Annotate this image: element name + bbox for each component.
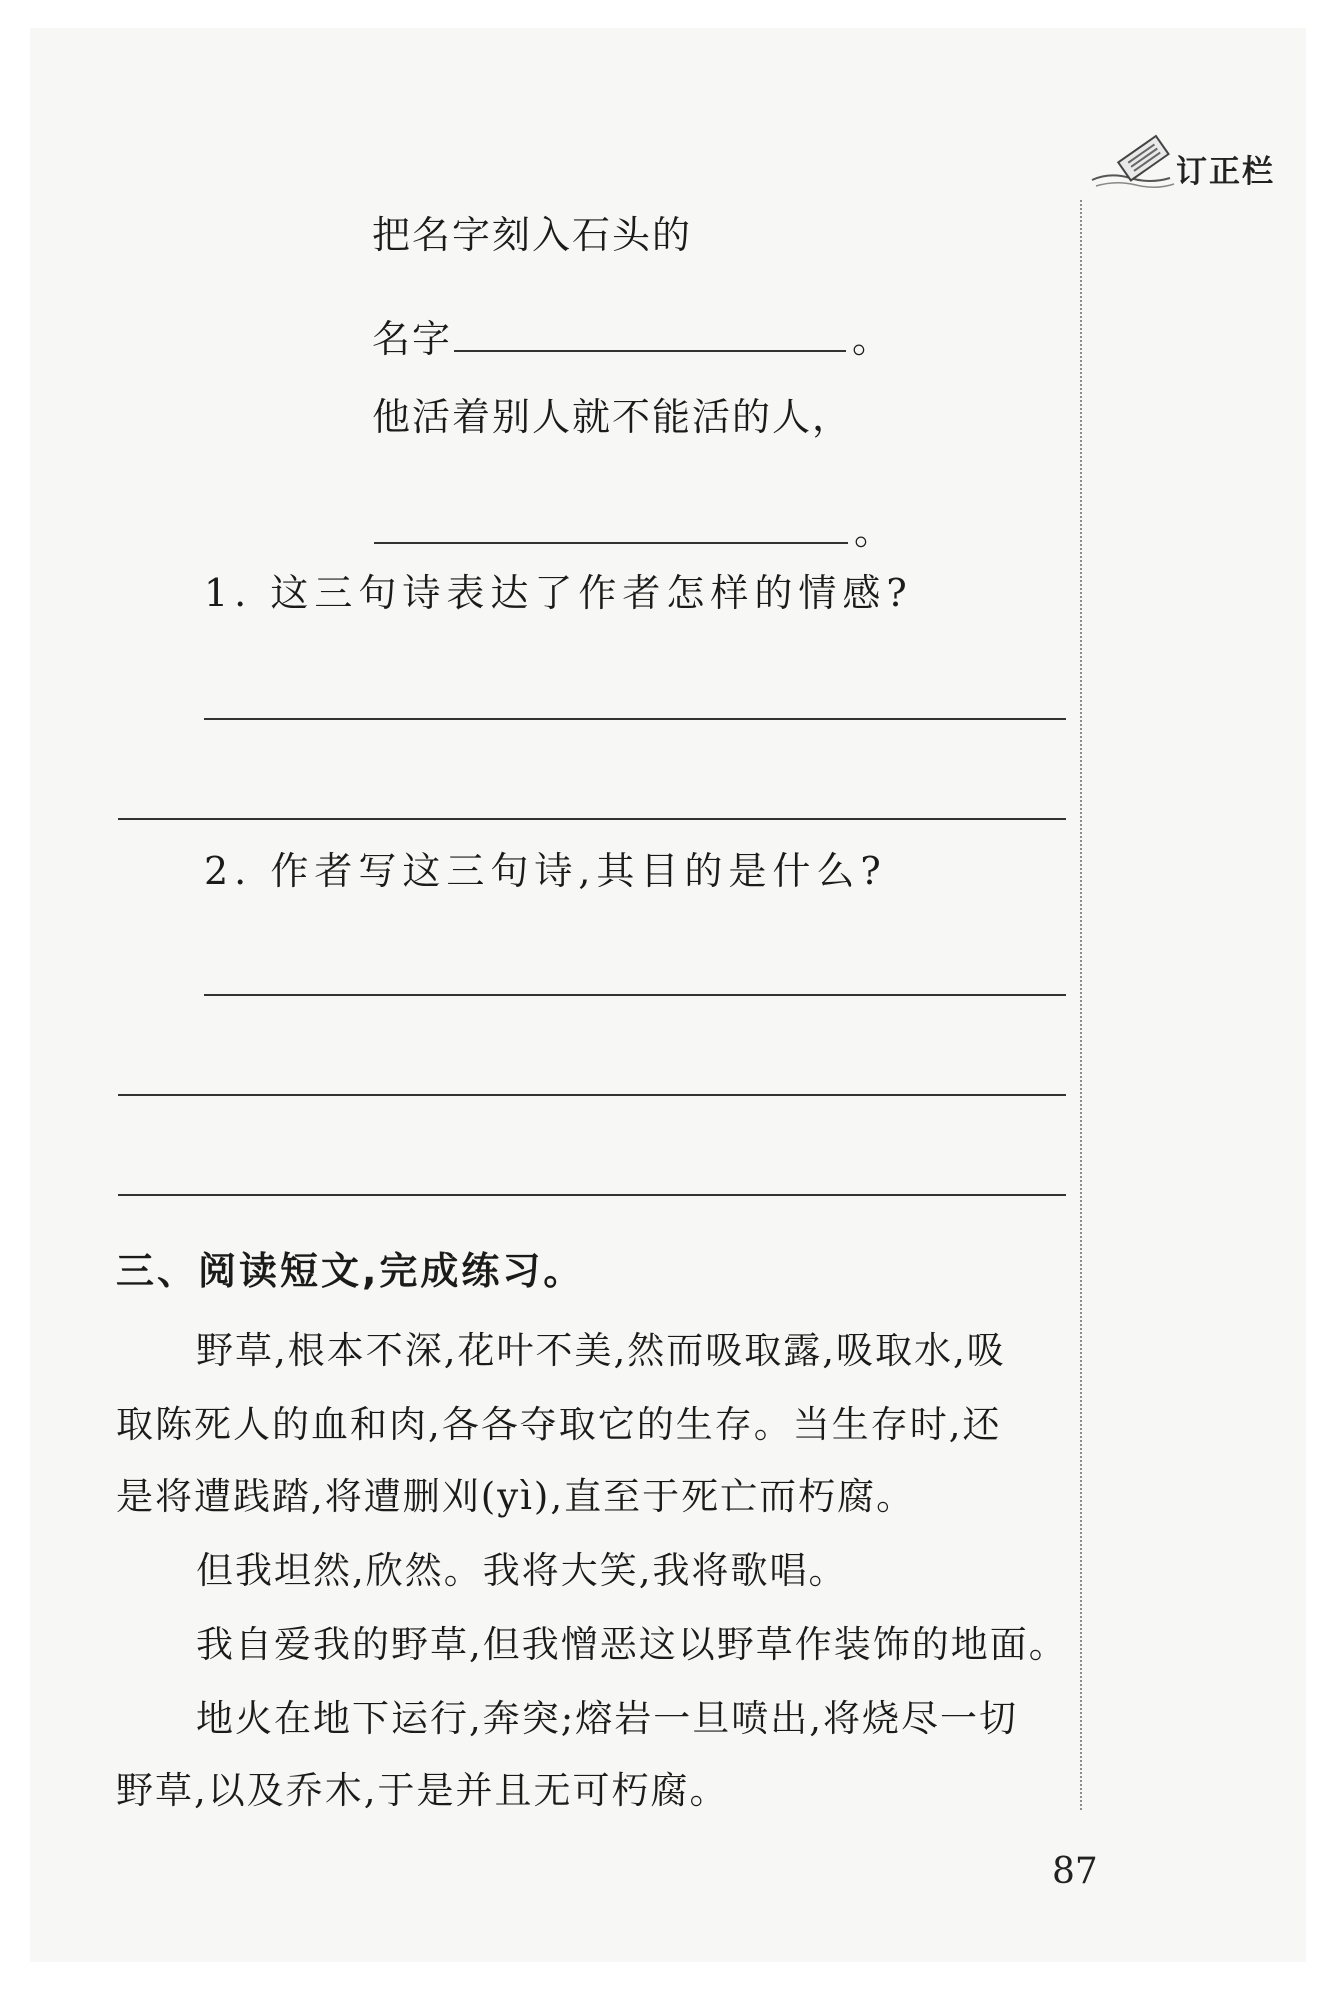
passage-line-6: 地火在地下运行,奔突;熔岩一旦喷出,将烧尽一切 bbox=[196, 1697, 1018, 1740]
poem-line-4-suffix: 。 bbox=[854, 509, 895, 553]
answer-line-q2-3[interactable] bbox=[118, 1194, 1066, 1196]
answer-line-q1-2[interactable] bbox=[118, 818, 1066, 820]
pencil-eraser-icon bbox=[1090, 128, 1180, 198]
poem-line-1: 把名字刻入石头的 bbox=[372, 213, 693, 257]
correction-column-title: 订正栏 bbox=[1176, 154, 1275, 190]
page-number: 87 bbox=[1052, 1851, 1098, 1892]
poem-line-2-suffix: 。 bbox=[852, 317, 893, 361]
poem-line-4 bbox=[372, 509, 895, 553]
correction-column-header bbox=[1090, 128, 1310, 198]
question-2: 2. 作者写这三句诗,其目的是什么? bbox=[204, 849, 887, 893]
passage-line-1: 野草,根本不深,花叶不美,然而吸取露,吸取水,吸 bbox=[196, 1329, 1006, 1372]
poem-line-3: 他活着别人就不能活的人， bbox=[372, 395, 853, 439]
correction-column-divider bbox=[1080, 200, 1082, 1810]
passage-line-3: 是将遭践踏,将遭删刈(yì),直至于死亡而朽腐。 bbox=[116, 1475, 916, 1518]
passage-line-2: 取陈死人的血和肉,各各夺取它的生存。当生存时,还 bbox=[116, 1403, 1002, 1446]
poem-line-2-prefix: 名字 bbox=[372, 317, 453, 361]
question-1: 1. 这三句诗表达了作者怎样的情感? bbox=[204, 571, 913, 615]
passage-line-5: 我自爱我的野草,但我憎恶这以野草作装饰的地面。 bbox=[196, 1623, 1068, 1666]
answer-line-q2-1[interactable] bbox=[204, 994, 1066, 996]
answer-line-q2-2[interactable] bbox=[118, 1094, 1066, 1096]
answer-line-q1-1[interactable] bbox=[204, 718, 1066, 720]
poem-line-2 bbox=[372, 317, 893, 361]
section-title: 三、阅读短文,完成练习。 bbox=[116, 1249, 585, 1293]
poem-blank-2[interactable] bbox=[374, 540, 848, 544]
passage-line-7: 野草,以及乔木,于是并且无可朽腐。 bbox=[116, 1769, 729, 1812]
passage-line-4: 但我坦然,欣然。我将大笑,我将歌唱。 bbox=[196, 1549, 848, 1592]
poem-blank-1[interactable] bbox=[454, 348, 846, 352]
